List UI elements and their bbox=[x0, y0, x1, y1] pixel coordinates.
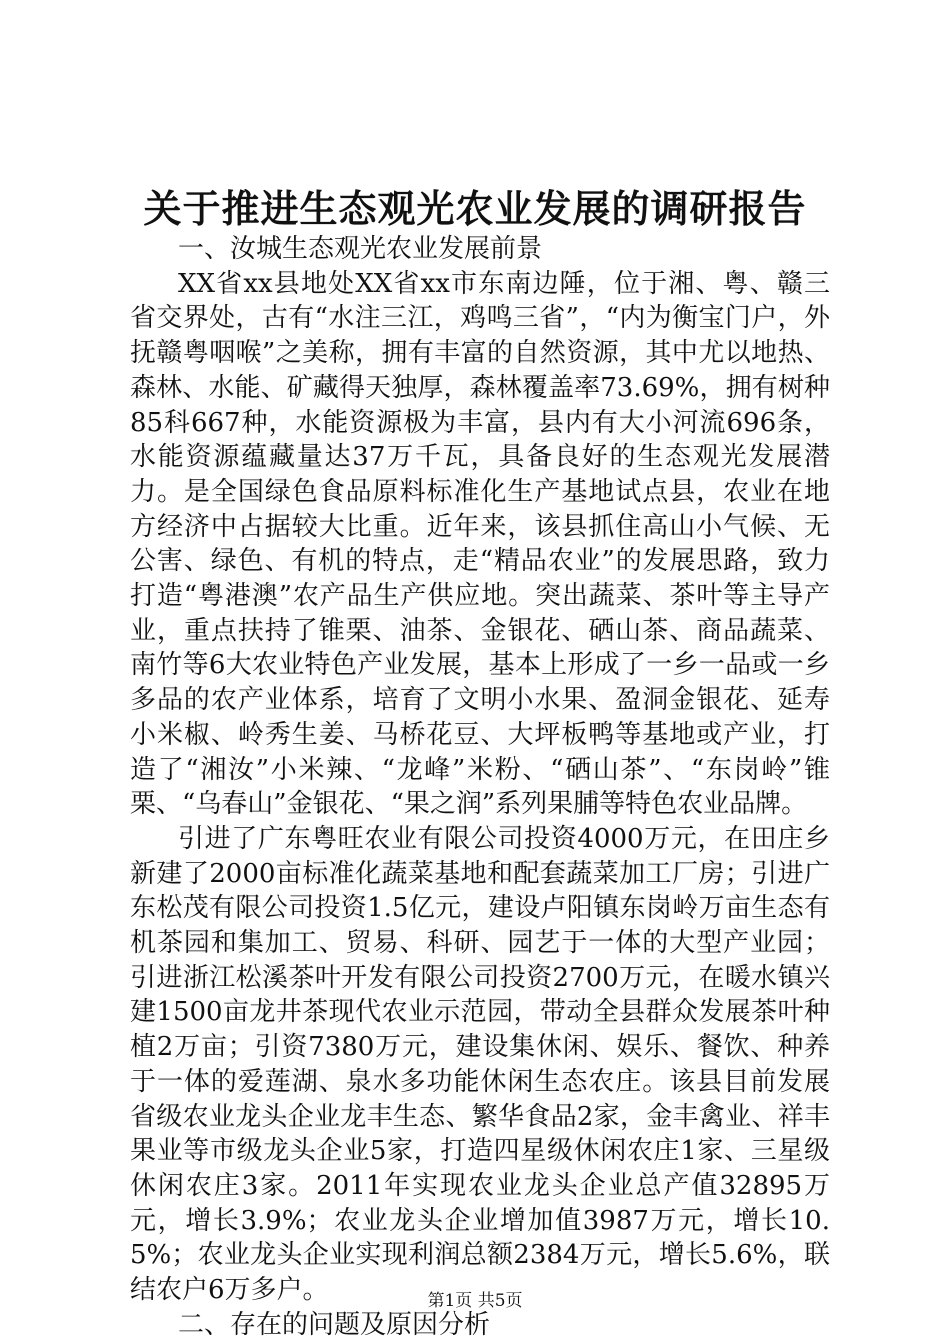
section-heading-2: 二、存在的问题及原因分析 bbox=[178, 1309, 491, 1340]
document-title: 关于推进生态观光农业发展的调研报告 bbox=[143, 186, 807, 231]
page-number: 第1页 共5页 bbox=[427, 1291, 523, 1311]
paragraph-2: 引进了广东粤旺农业有限公司投资4000万元，在田庄乡新建了2000亩标准化蔬菜基地和配套蔬菜加工厂房；引进广东松茂有限公司投资1.5亿元，建设卢阳镇东岗岭万亩生态有机茶园和集加工、贸易、科研、园艺于一体的大型产业园；引进浙江松溪茶叶开发有限公司投资2700万元，在暖水镇兴建1500亩龙井茶现代农业示范园，带动全县群众发展茶叶种植2万亩；引资7380万元，建设集休闲、娱乐、餐饮、种养于一体的爱莲湖、泉水多功能休闲生态农庄。该县目前发展省级农业龙头企业龙丰生态、繁华食品2家，金丰禽业、祥丰果业等市级龙头企业5家，打造四星级休闲农庄1家、三星级休闲农庄3家。2011年实现农业龙头企业总产值32895万元，增长3.9%；农业龙头企业增加值3987万元，增长10.5%；农业龙头企业实现利润总额2384万元，增长5.6%，联结农户6万多户。 bbox=[130, 823, 830, 1306]
document-body bbox=[130, 232, 830, 1343]
section-heading-1: 一、汝城生态观光农业发展前景 bbox=[178, 234, 543, 264]
paragraph-1: XX省xx县地处XX省xx市东南边陲，位于湘、粤、赣三省交界处，古有“水注三江，鸡鸣三省”，“内为衡宝门户，外抚赣粤咽喉”之美称，拥有丰富的自然资源，其中尤以地热、森林、水能、矿藏得天独厚，森林覆盖率73.69%，拥有树种85科667种，水能资源极为丰富，县内有大小河流696条，水能资源蕴藏量达37万千瓦，具备良好的生态观光发展潜力。是全国绿色食品原料标准化生产基地试点县，农业在地方经济中占据较大比重。近年来，该县抓住高山小气候、无公害、绿色、有机的特点，走“精品农业”的发展思路，致力打造“粤港澳”农产品生产供应地。突出蔬菜、茶叶等主导产业，重点扶持了锥栗、油茶、金银花、硒山茶、商品蔬菜、南竹等6大农业特色产业发展，基本上形成了一乡一品或一乡多品的农产业体系，培育了文明小水果、盈洞金银花、延寿小米椒、岭秀生姜、马桥花豆、大坪板鸭等基地或产业，打造了“湘汝”小米辣、“龙峰”米粉、“硒山茶”、“东岗岭”锥栗、“乌春山”金银花、“果之润”系列果脯等特色农业品牌。 bbox=[130, 268, 830, 820]
